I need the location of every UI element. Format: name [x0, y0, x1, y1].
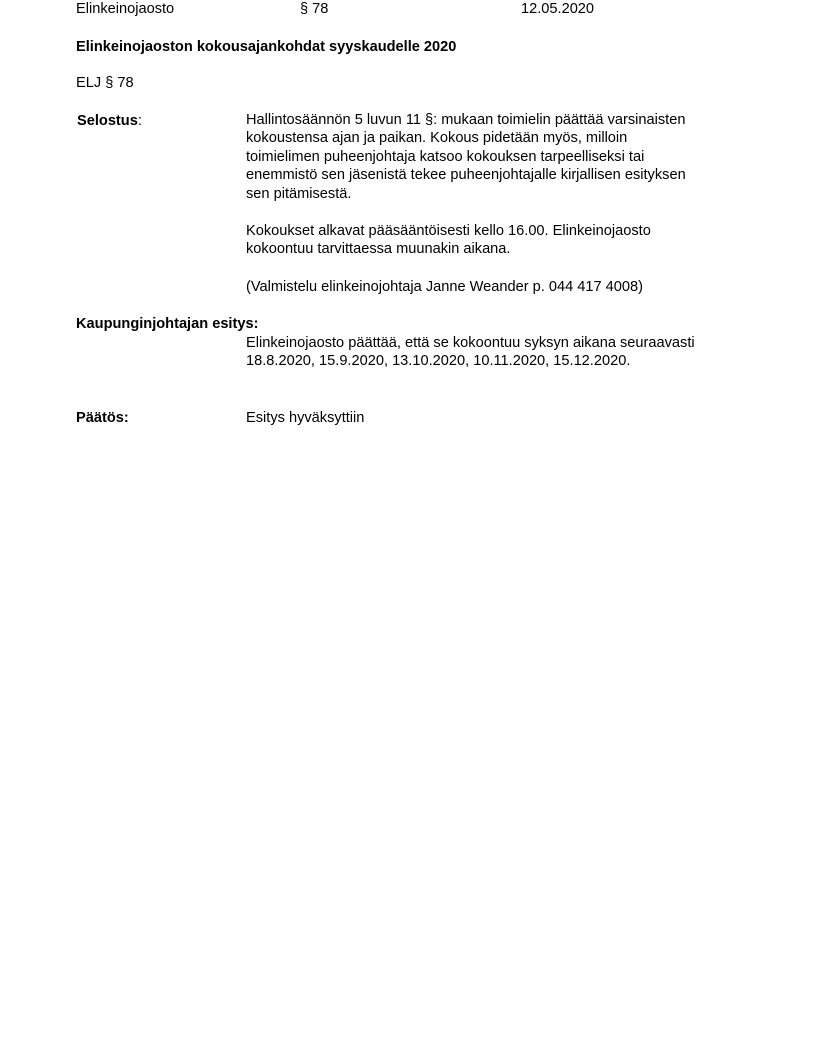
reference: ELJ § 78 — [76, 75, 134, 91]
selostus-label — [77, 112, 142, 130]
esitys-label: Kaupunginjohtajan esitys: — [76, 316, 259, 332]
header-date: 12.05.2020 — [521, 1, 595, 17]
text-line: Kokoukset alkavat pääsääntöisesti kello 16.00. Elinkeinojaosto — [246, 223, 651, 239]
paatos-label: Päätös: — [76, 410, 129, 426]
selostus-label-text: Selostus — [77, 113, 138, 129]
paatos-text: Esitys hyväksyttiin — [246, 410, 365, 426]
text-line: 18.8.2020, 15.9.2020, 13.10.2020, 10.11.2020, 15.12.2020. — [246, 353, 631, 370]
text-line: enemmistö sen jäsenistä tekee puheenjohtajalle kirjallisen esityksen — [246, 167, 686, 184]
header-section: § 78 — [300, 1, 329, 17]
text-line: Hallintosäännön 5 luvun 11 §: mukaan toimielin päättää varsinaisten — [246, 112, 686, 128]
text-line: kokoontuu tarvittaessa muunakin aikana. — [246, 241, 511, 258]
selostus-paragraph-2 — [246, 222, 751, 259]
text-line: Elinkeinojaosto päättää, että se kokoontuu syksyn aikana seuraavasti — [246, 335, 695, 351]
selostus-paragraph-1 — [246, 111, 751, 203]
esitys-text — [246, 334, 751, 371]
text-line: toimielimen puheenjohtaja katsoo kokouksen tarpeelliseksi tai — [246, 148, 645, 165]
text-line: sen pitämisestä. — [246, 185, 352, 202]
document-title: Elinkeinojaoston kokousajankohdat syyskaudelle 2020 — [76, 39, 457, 55]
preparer-note: (Valmistelu elinkeinojohtaja Janne Weander p. 044 417 4008) — [246, 279, 643, 295]
header-committee: Elinkeinojaosto — [76, 1, 175, 17]
text-line: kokoustensa ajan ja paikan. Kokous pidetään myös, milloin — [246, 130, 628, 147]
selostus-label-suffix: : — [137, 113, 142, 129]
